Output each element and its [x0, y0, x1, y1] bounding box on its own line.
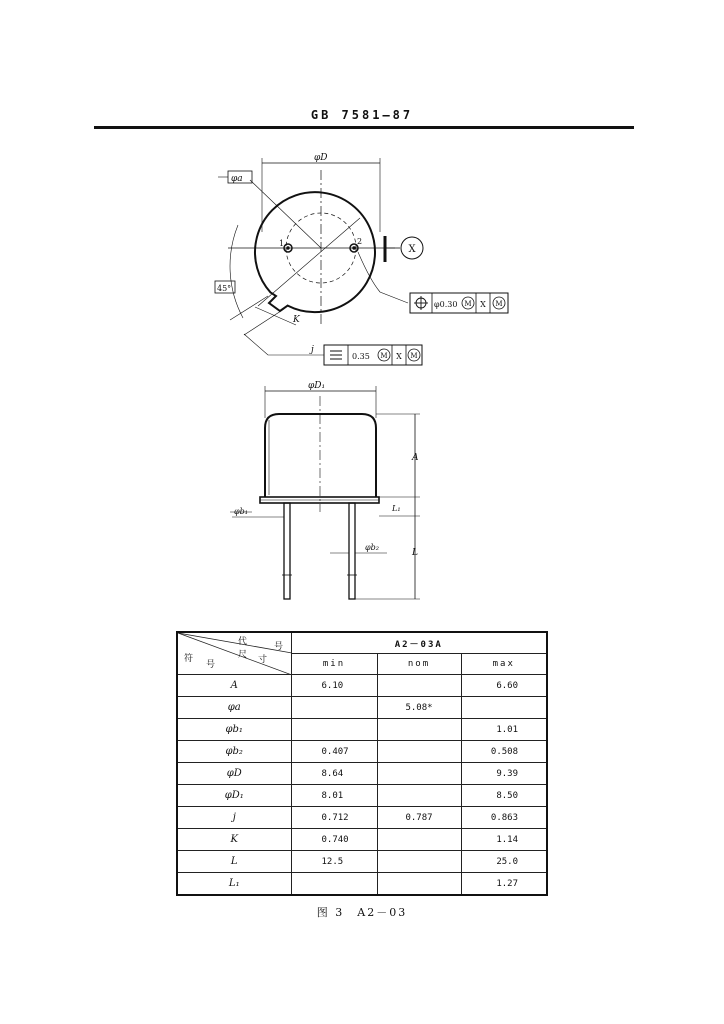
side-view: [230, 386, 420, 599]
col-header-min: min: [291, 654, 377, 675]
a-label: A: [412, 453, 419, 463]
table-corner-header: [177, 632, 291, 675]
svg-text:M: M: [410, 352, 418, 360]
col-header-nom: nom: [377, 654, 461, 675]
svg-text:X: X: [396, 352, 402, 361]
corner-hao-left: 号: [206, 660, 216, 670]
phi-b1-label: φb₁: [234, 507, 248, 516]
table-row: L₁ 1.27: [177, 873, 547, 896]
position-tol-value: φ0.30: [434, 300, 458, 309]
table-row: K 0.740 1.14: [177, 829, 547, 851]
lead-2: [349, 503, 355, 599]
k-label: K: [293, 315, 300, 325]
svg-text:M: M: [380, 352, 388, 360]
table-row: L 12.5 25.0: [177, 851, 547, 873]
phi-a-label: φa: [231, 174, 243, 184]
corner-fu: 符: [184, 654, 194, 664]
phi-d-label: φD: [314, 153, 328, 163]
pin-1-label: 1: [279, 239, 285, 248]
top-view-labels: [217, 153, 503, 361]
table-row: φa 5.08*: [177, 697, 547, 719]
model-header: A2－03A: [291, 632, 547, 654]
can-body: [265, 414, 376, 497]
corner-cun: 寸: [258, 655, 268, 665]
table-row: A 6.10 6.60: [177, 675, 547, 697]
l1-label: L₁: [392, 504, 401, 513]
phi-d1-label: φD₁: [308, 381, 326, 391]
col-header-max: max: [461, 654, 547, 675]
corner-chi: 尺: [238, 650, 248, 660]
table-row: φD 8.64 9.39: [177, 763, 547, 785]
lead-1: [284, 503, 290, 599]
table-row: φb₁ 1.01: [177, 719, 547, 741]
angle-45-label: 45°: [217, 284, 232, 293]
table-row: j 0.712 0.787 0.863: [177, 807, 547, 829]
j-label: j: [311, 345, 314, 355]
side-view-labels: [234, 381, 419, 558]
parallel-tol-value: 0.35: [352, 352, 370, 361]
datum-x-label: X: [408, 244, 416, 255]
standard-code: GB 7581—87: [310, 108, 414, 122]
phi-b2-label: φb₂: [365, 543, 379, 552]
table-row: φD₁ 8.01 8.50: [177, 785, 547, 807]
svg-text:M: M: [495, 300, 503, 308]
pin-2-label: 2: [357, 237, 363, 246]
top-view: [215, 158, 508, 365]
corner-hao-top: 号: [274, 642, 284, 652]
svg-text:X: X: [480, 300, 486, 309]
figure-caption: 图 3 A2－03: [316, 906, 408, 919]
body-outline: [255, 192, 375, 312]
l-label: L: [412, 548, 418, 558]
svg-text:M: M: [464, 300, 472, 308]
table-row: φb₂ 0.407 0.508: [177, 741, 547, 763]
dimension-table: [176, 631, 548, 896]
corner-dai: 代: [238, 637, 248, 647]
